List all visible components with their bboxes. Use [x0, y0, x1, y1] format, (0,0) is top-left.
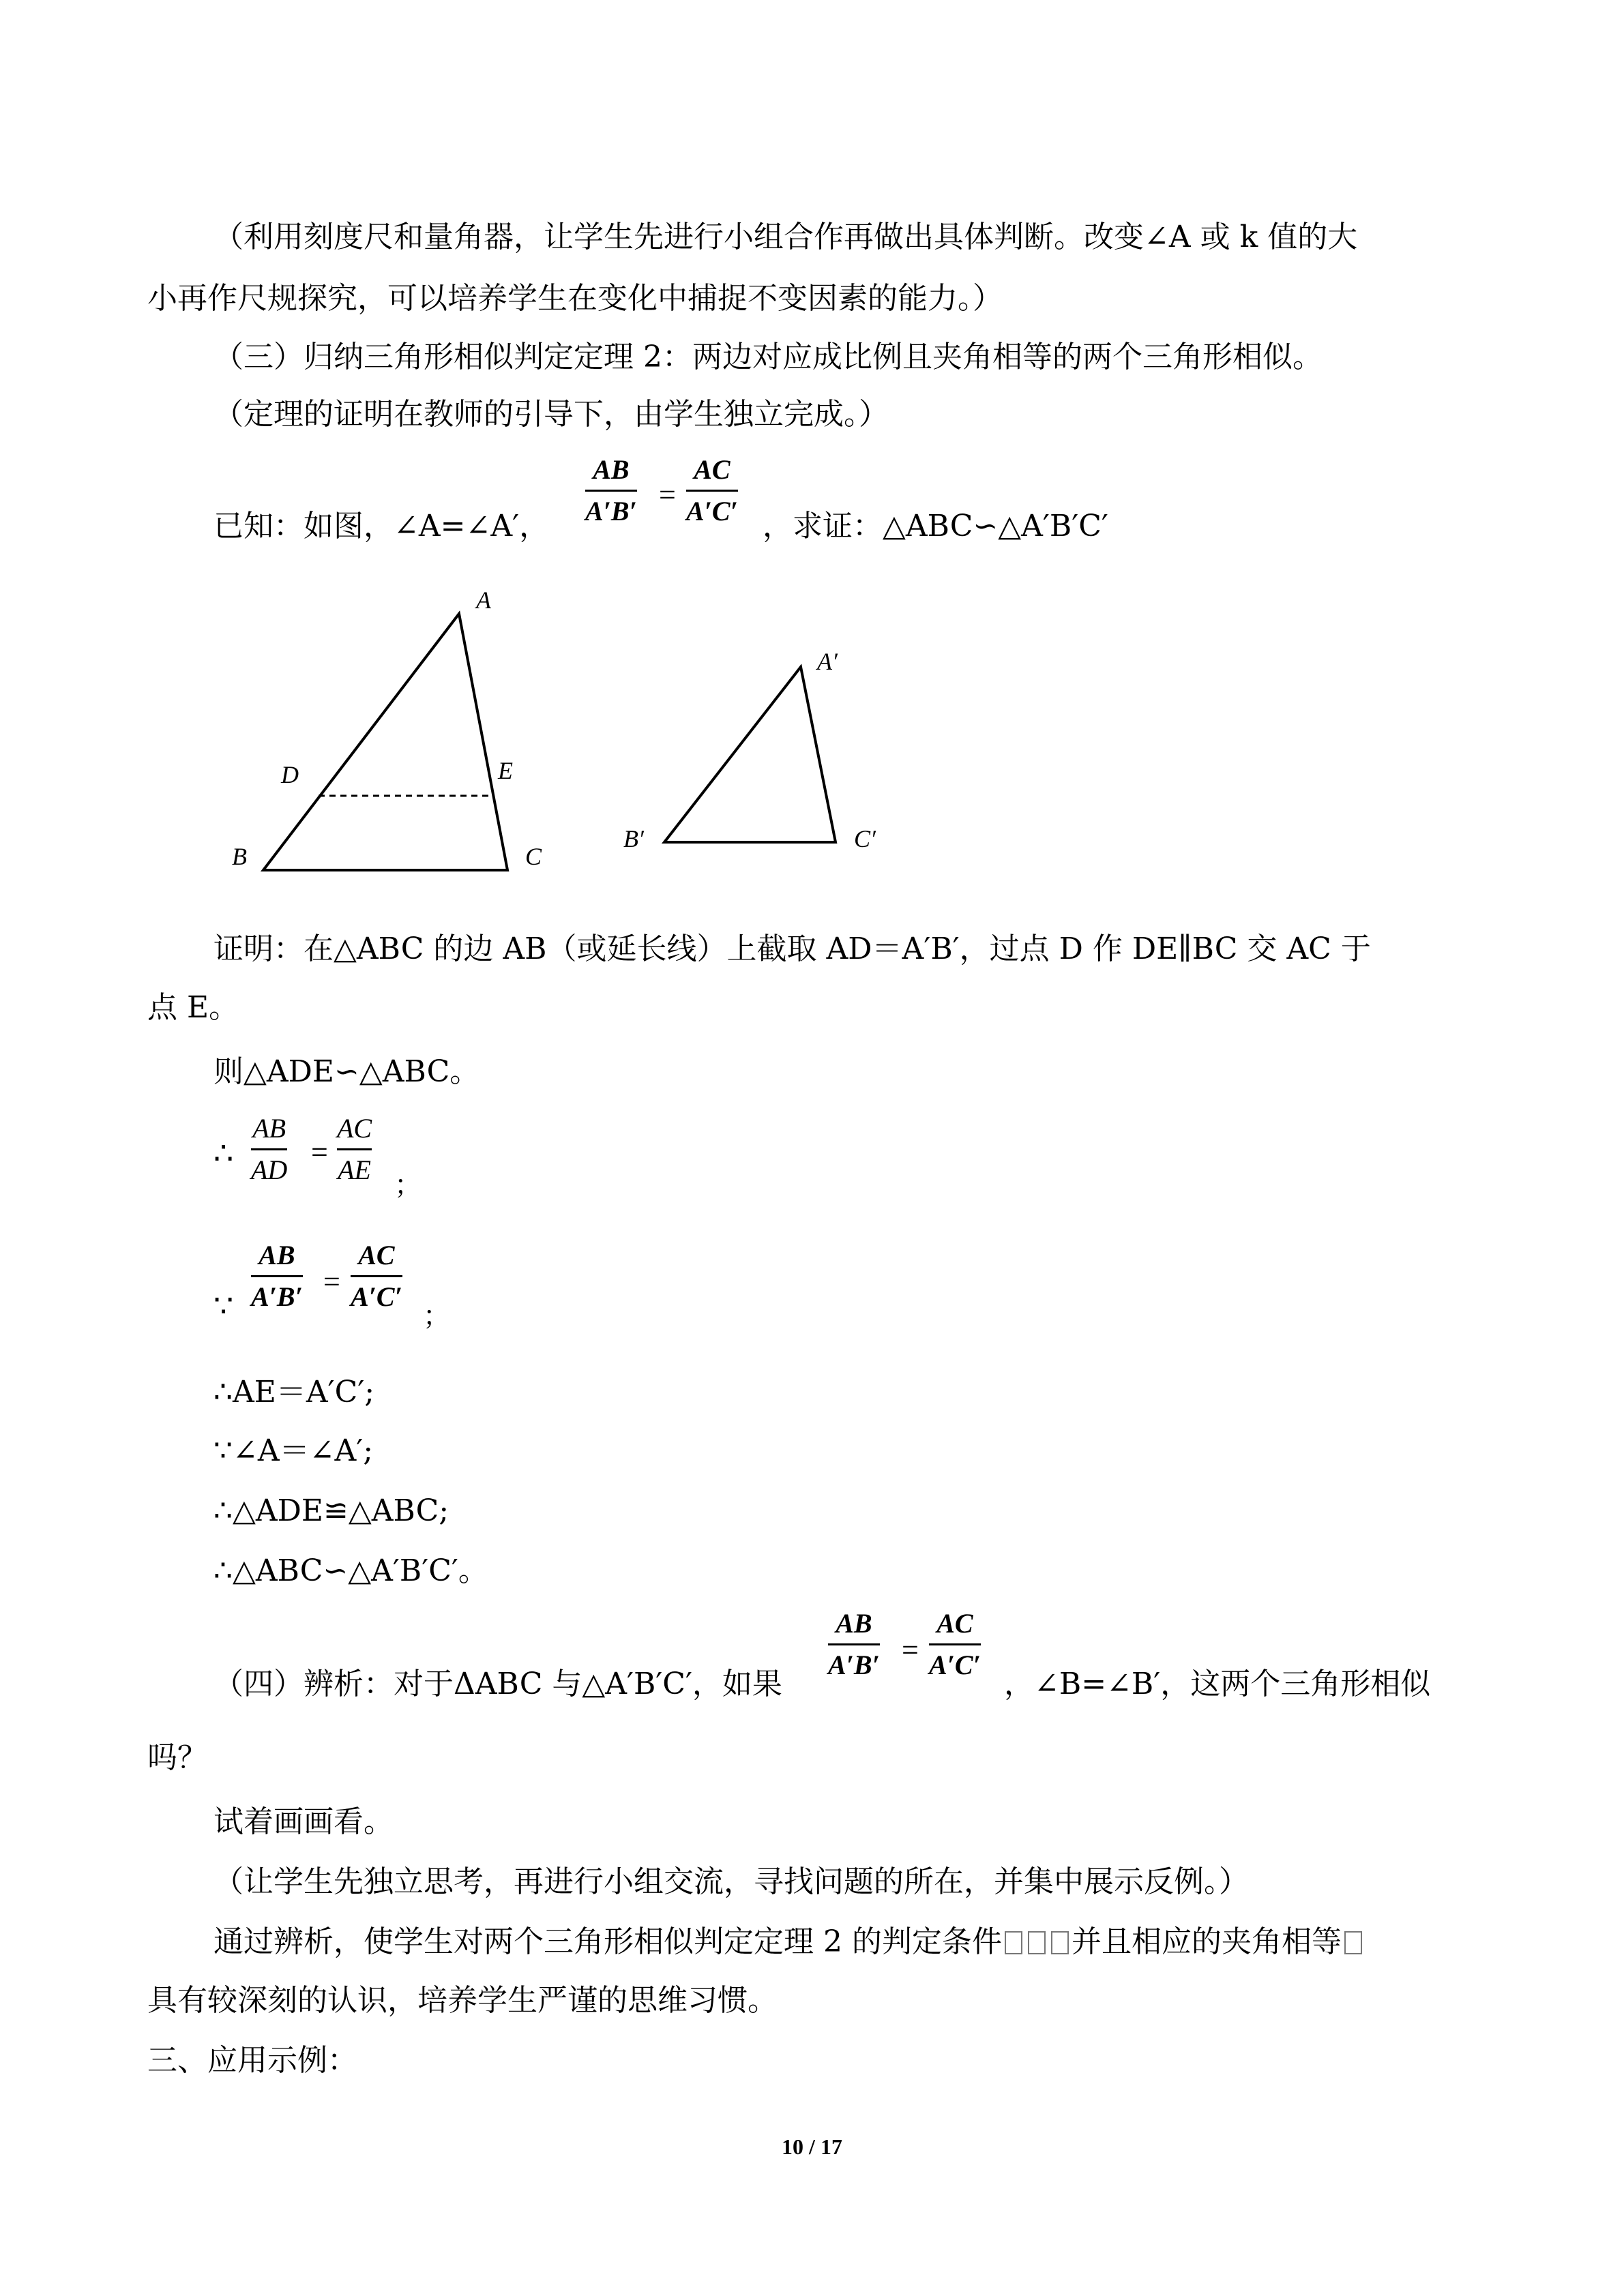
label-c-prime: C′ [854, 825, 876, 852]
fraction: AC A′C′ [929, 1608, 981, 1680]
label-c: C [525, 843, 542, 870]
text-line: （定理的证明在教师的引导下，由学生独立完成。） [213, 397, 889, 432]
equals-sign: = [902, 1633, 919, 1667]
fraction: AB AD [251, 1113, 288, 1185]
label-b-prime: B′ [623, 825, 644, 852]
triangle-a2b2c2 [664, 667, 836, 842]
text-line: （利用刻度尺和量角器，让学生先进行小组合作再做出具体判断。改变∠A 或 k 值的大 [213, 220, 1358, 254]
label-a-prime: A′ [817, 648, 838, 675]
proof-step: ∴AE＝A′C′; [213, 1375, 375, 1410]
fraction: AB A′B′ [828, 1608, 880, 1680]
label-a: A [476, 586, 491, 614]
semicolon: ； [394, 1169, 422, 1201]
fraction: AC A′C′ [351, 1240, 402, 1312]
equals-sign: = [311, 1135, 328, 1169]
fraction: AB A′B′ [251, 1240, 303, 1312]
given-text: 已知：如图，∠A=∠A′， [213, 509, 550, 543]
text-line: 证明：在△ABC 的边 AB（或延长线）上截取 AD＝A′B′，过点 D 作 DE∥BC 交 AC 于 [213, 931, 1371, 966]
page-number: 10 / 17 [782, 2134, 842, 2159]
therefore-symbol: ∴ [213, 1135, 234, 1172]
text-line: 小再作尺规探究，可以培养学生在变化中捕捉不变因素的能力。） [147, 281, 1003, 316]
fraction: AB A′B′ [585, 454, 637, 526]
semicolon: ； [423, 1300, 450, 1332]
label-d: D [281, 761, 299, 788]
given-text: ，求证：△ABC∽△A′B′C′ [763, 509, 1108, 543]
equals-sign: = [323, 1265, 340, 1298]
label-e: E [498, 757, 513, 784]
text-line: ，∠B=∠B′，这两个三角形相似 [1004, 1667, 1431, 1701]
text-line: 则△ADE∽△ABC。 [213, 1054, 480, 1089]
proof-step: ∴△ABC∽△A′B′C′。 [213, 1553, 488, 1588]
text-line: 吗？ [147, 1740, 207, 1775]
equals-sign: = [659, 478, 676, 511]
fraction: AC AE [337, 1113, 372, 1185]
triangle-figure [218, 586, 914, 886]
text-line: （四）辨析：对于ΔABC 与△A′B′C′，如果 [213, 1667, 782, 1701]
text-line: （让学生先独立思考，再进行小组交流，寻找问题的所在，并集中展示反例。） [213, 1864, 1249, 1899]
triangle-abc [263, 614, 507, 870]
because-symbol: ∵ [213, 1287, 234, 1324]
text-line: （三）归纳三角形相似判定定理 2：两边对应成比例且夹角相等的两个三角形相似。 [213, 340, 1323, 374]
fraction: AC A′C′ [686, 454, 738, 526]
text-line: 具有较深刻的认识，培养学生严谨的思维习惯。 [147, 1983, 778, 2018]
proof-step: ∴△ADE≌△ABC; [213, 1493, 449, 1528]
text-line: 通过辨析，使学生对两个三角形相似判定定理 2 的判定条件 并且相应的夹角相等 [213, 1922, 1365, 1963]
text-line: 试着画画看。 [213, 1804, 394, 1839]
text-line: 点 E。 [147, 990, 239, 1025]
section-heading: 三、应用示例： [147, 2043, 357, 2078]
label-b: B [232, 843, 247, 870]
proof-step: ∵∠A＝∠A′; [213, 1433, 374, 1468]
